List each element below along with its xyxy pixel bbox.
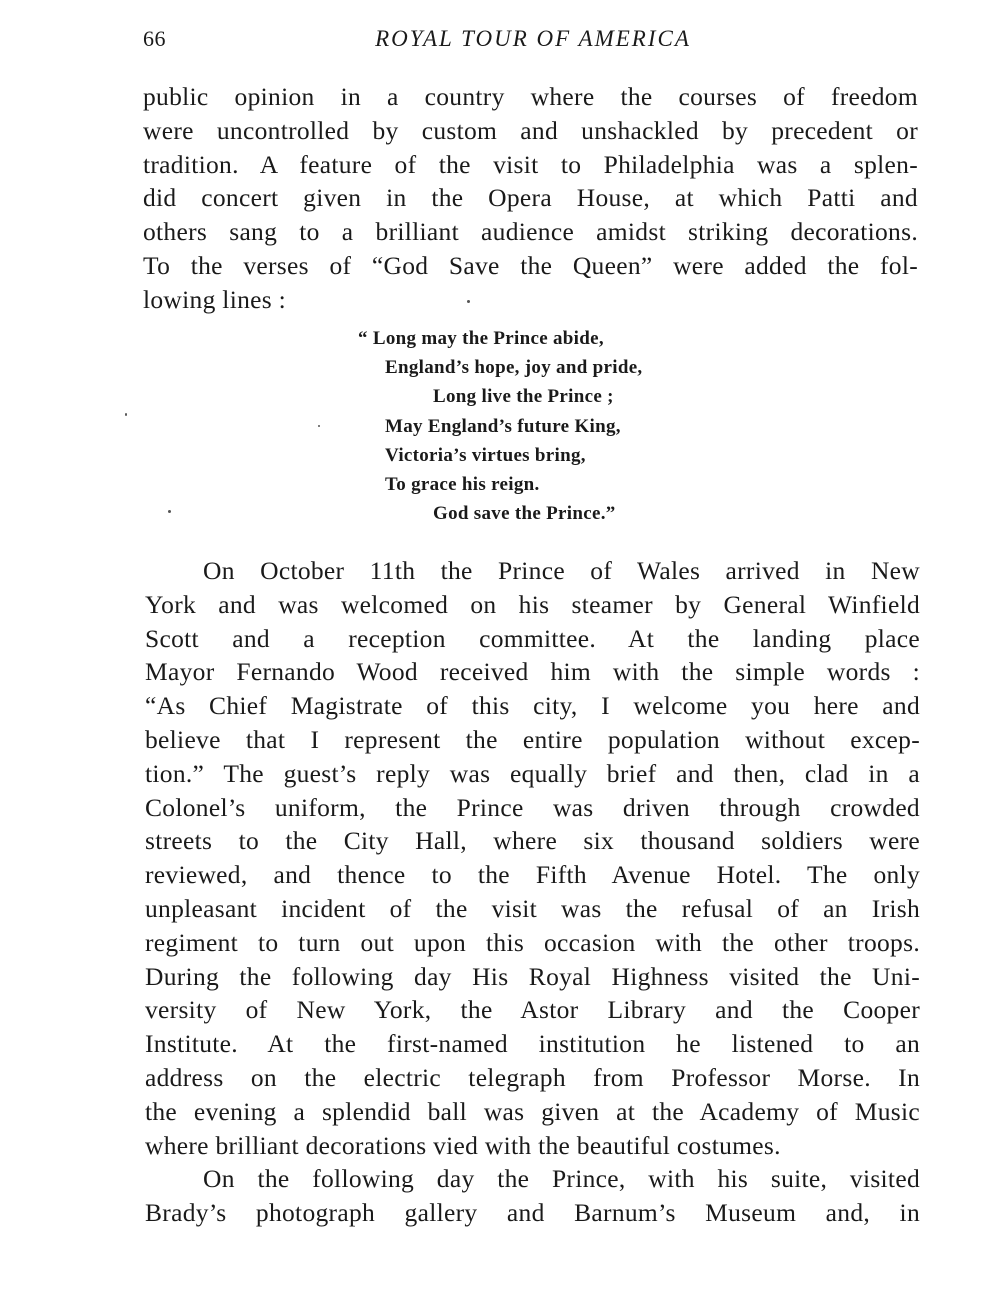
poem-line: To grace his reign. <box>385 474 540 496</box>
text-line: York and was welcomed on his steamer by General Winfield <box>145 589 920 619</box>
text-line: Scott and a reception committee. At the landing place <box>145 623 920 653</box>
poem-line: “ Long may the Prince abide, <box>358 328 604 349</box>
page-header <box>143 26 923 58</box>
text-line: Mayor Fernando Wood received him with the simple words : <box>145 657 920 687</box>
text-line: Brady’s photograph gallery and Barnum’s Museum and, in <box>145 1197 920 1227</box>
poem-line: God save the Prince.” <box>433 503 616 525</box>
poem-stanza <box>358 324 642 528</box>
text-line: the evening a splendid ball was given at the Academy of Music <box>145 1096 920 1126</box>
text-line: regiment to turn out upon this occasion with the other troops. <box>145 927 920 957</box>
text-line: On the following day the Prince, with his suite, visited <box>203 1164 920 1193</box>
paragraph-2 <box>145 554 920 1162</box>
text-line: others sang to a brilliant audience amidst striking decorations. <box>143 217 918 247</box>
paragraph-1 <box>143 80 918 317</box>
print-speck <box>467 300 470 303</box>
text-line: versity of New York, the Astor Library and the Cooper <box>145 995 920 1025</box>
poem-line: Victoria’s virtues bring, <box>385 444 586 466</box>
poem-line: May England’s future King, <box>385 415 621 437</box>
text-line: tradition. A feature of the visit to Philadelphia was a splen- <box>143 149 918 179</box>
text-line: lowing lines : <box>143 284 287 314</box>
paragraph-3 <box>145 1162 920 1230</box>
text-line: tion.” The guest’s reply was equally brief and then, clad in a <box>145 758 920 788</box>
page-number: 66 <box>143 26 166 51</box>
text-line: Colonel’s uniform, the Prince was driven through crowded <box>145 792 920 822</box>
text-line: believe that I represent the entire population without excep- <box>145 724 920 754</box>
text-line: unpleasant incident of the visit was the refusal of an Irish <box>145 893 920 923</box>
text-line: public opinion in a country where the courses of freedom <box>143 82 918 111</box>
poem-line: England’s hope, joy and pride, <box>385 357 643 379</box>
poem-line: Long live the Prince ; <box>433 386 614 408</box>
text-line: To the verses of “God Save the Queen” were added the fol- <box>143 250 918 280</box>
text-line: address on the electric telegraph from Professor Morse. In <box>145 1062 920 1092</box>
text-line: did concert given in the Opera House, at which Patti and <box>143 183 918 213</box>
print-speck <box>318 425 320 427</box>
text-line: On October 11th the Prince of Wales arrived in New <box>203 556 920 585</box>
text-line: where brilliant decorations vied with the beautiful costumes. <box>145 1130 781 1160</box>
print-speck <box>125 413 127 416</box>
text-line: During the following day His Royal Highness visited the Uni- <box>145 961 920 991</box>
text-line: Institute. At the first-named institution he listened to an <box>145 1029 920 1059</box>
running-title: ROYAL TOUR OF AMERICA <box>375 26 691 51</box>
text-line: streets to the City Hall, where six thousand soldiers were <box>145 826 920 856</box>
text-line: were uncontrolled by custom and unshackled by precedent or <box>143 115 918 145</box>
text-line: “As Chief Magistrate of this city, I welcome you here and <box>145 691 920 721</box>
text-line: reviewed, and thence to the Fifth Avenue Hotel. The only <box>145 860 920 890</box>
print-speck <box>168 510 171 513</box>
